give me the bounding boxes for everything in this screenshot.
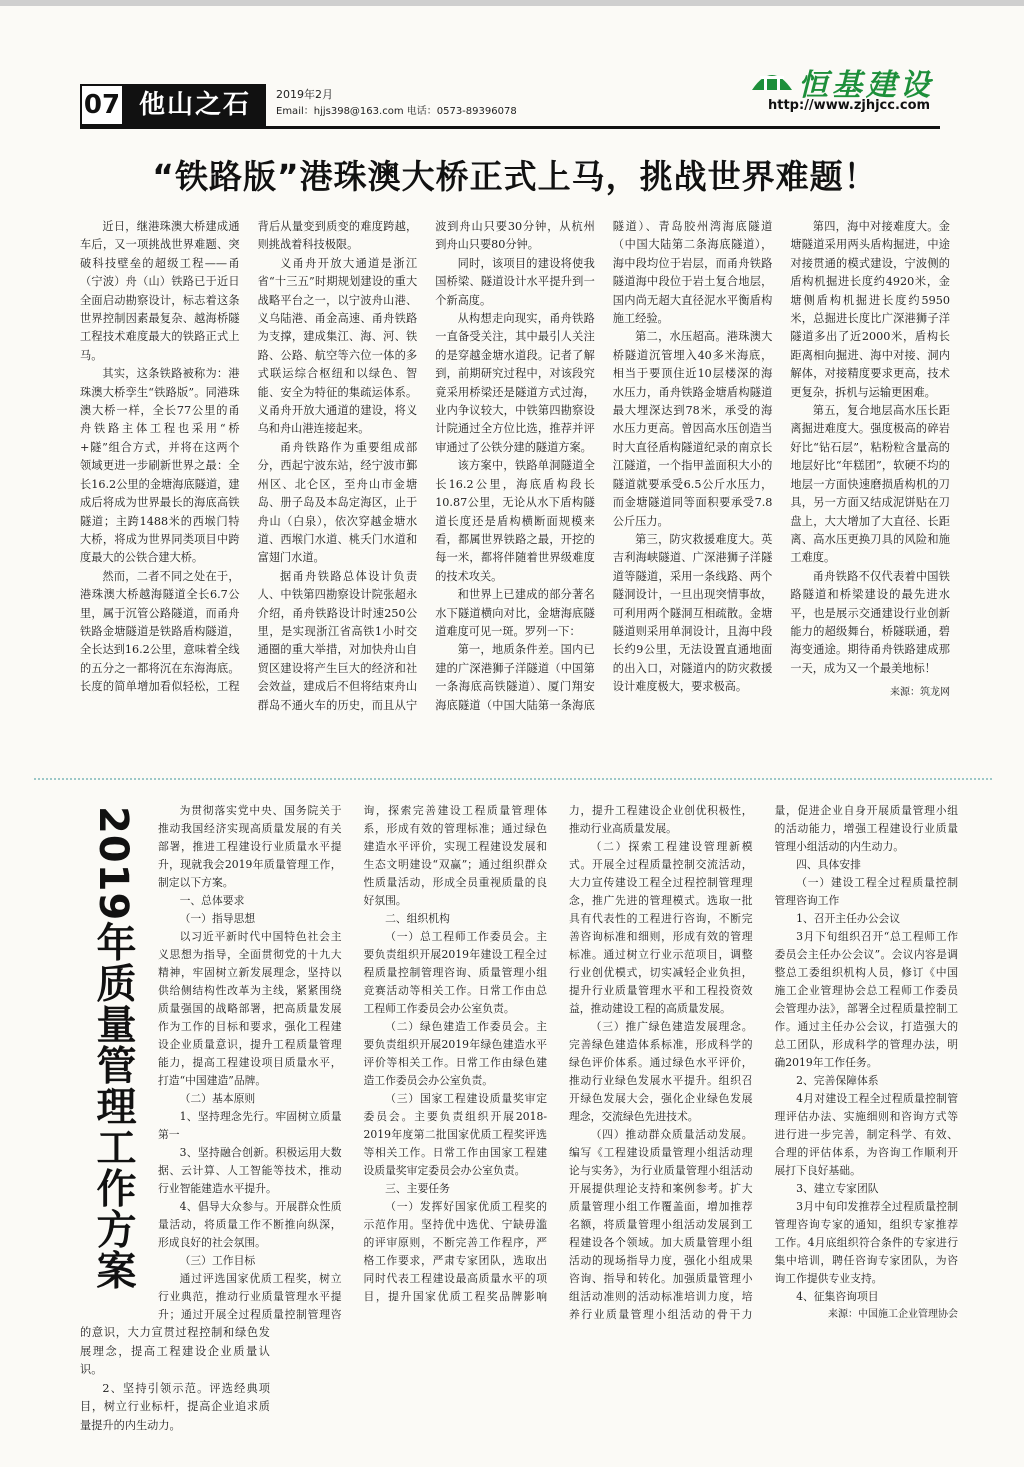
article1-paragraph: 该方案中，铁路单洞隧道全长16.2公里，海底盾构段长10.87公里，无论从水下盾构隧道长度还是盾构横断面规模来看，都属世界铁路之最，开挖的每一米，都将伴随着世界级难度的技术攻关。 [435,459,595,583]
article2-paragraph: 一、总体要求 [179,894,245,907]
article1-paragraph: 甬舟铁路不仅代表着中国铁路隧道和桥梁建设的最先进水平，也是展示交通建设行业创新能力的超级舞台，桥隧联通，碧海变通途。期待甬舟铁路建成那一天，成为又一个最美地标！ [790,569,950,675]
article2-paragraph: （一）建设工程全过程质量控制管理咨询工作 [774,876,958,907]
article2-paragraph: （二）基本原则 [179,1092,256,1105]
article2-paragraph: 3月下旬组织召开“总工程师工作委员会主任办公会议”。会议内容是调整总工委组织机构人员，修订《中国施工企业管理协会总工程师工作委员会管理办法》，部署全过程质量控制工作。通过主任办公会议，打造强大的总工团队，形成科学的管理办法，明确2019年工作任务。 [774,930,958,1069]
article2-paragraph: （二）绿色建造工作委员会。主要负责组织开展2019年绿色建造水平评价等相关工作。日常工作由绿色建造工作委员会办公室负责。 [363,1020,547,1087]
article2-paragraph: 3、坚持融合创新。积极运用大数据、云计算、人工智能等技术，推动行业智能建造水平提升。 [158,1146,342,1195]
article2-paragraph: （一）总工程师工作委员会。主要负责组织开展2019年建设工程全过程质量控制管理咨询、质量管理小组竞赛活动等相关工作。日常工作由总工程师工作委员会办公室负责。 [363,930,547,1015]
article2-paragraph: 3、建立专家团队 [796,1182,879,1195]
article1-paragraph: 其实，这条铁路被称为：港珠澳大桥孪生“铁路版”。同港珠澳大桥一样，全长77公里的甬舟铁路主体工程也采用“桥+隧”组合方式，并将在这两个领域更进一步刷新世界之最：全长16.2公里的金塘海底隧道，建成后将成为世界最长的海底高铁隧道；主跨1488米的西堠门特大桥，将成为世界同类项目中跨度最大的公铁合建大桥。 [80,367,240,565]
logo-mark-icon [750,64,794,94]
article2-paragraph: 1、坚持理念先行。牢固树立质量第一 [158,1110,342,1141]
article1-source: 来源：筑龙网 [889,687,950,699]
article2-paragraph: 4月对建设工程全过程质量控制管理评估办法、实施细则和咨询方式等进行进一步完善，制定科学、有效、合理的评估体系，为咨询工作顺利开展打下良好基础。 [774,1092,958,1177]
article1-paragraph: 甬舟铁路作为重要组成部分，西起宁波东站，经宁波市鄞州区、北仑区，至舟山市金塘岛、册子岛及本岛定海区，止于舟山（白泉），依次穿越金塘水道、西堠门水道、桃夭门水道和富翅门水道。 [257,440,418,565]
article2-paragraph: 的意识，大力宣贯过程控制和绿色发展理念，提高工程建设企业质量认识。 [80,1326,270,1377]
article1-paragraph: 第五，复合地层高水压长距离掘进难度大。强度极高的碎岩好比“钻石层”，粘粉粒含量高的地层好比“年糕团”，软硬不均的地层一方面快速磨损盾构机的刀具，另一方面又结成泥饼贴在刀盘上，大大增加了大直径、长距离、高水压更换刀具的风险和施工难度。 [790,404,950,565]
section-divider [34,778,992,780]
article2-paragraph: 三、主要任务 [385,1182,450,1195]
contact-info: Email：hjjs398@163.com 电话：0573-89396078 [276,106,517,117]
article2-paragraph: （三）国家工程建设质量奖审定委员会。主要负责组织开展2018-2019年度第二批国家优质工程奖评选等相关工作。日常工作由国家工程建设质量奖审定委员会办公室负责。 [363,1092,547,1177]
issue-date: 2019年2月 [276,88,333,101]
article2-body [158,802,958,1324]
article2-paragraph: （三）推广绿色建造发展理念。完善绿色建造体系标准，形成科学的绿色评价体系。通过绿色水平评价，推动行业绿色发展水平提升。组织召开绿色发展大会，强化企业绿色发展理念，交流绿色先进技术。 [569,1020,753,1123]
logo-url: http://www.zjhjcc.com [768,98,931,113]
article2-source: 来源：中国施工企业管理协会 [828,1309,958,1320]
column-name: 他山之石 [124,84,266,126]
article1-paragraph: 从构想走向现实，甬舟铁路一直备受关注，其中最引人关注的是穿越金塘水道段。记者了解到，前期研究过程中，对该段究竟采用桥梁还是隧道方式过海，业内争议较大，中铁第四勘察设计院通过全方位比选，推荐并评审通过了公铁分建的隧道方案。 [435,312,595,454]
article1-paragraph: 然而，二者不同之处在于，港珠澳大桥越海隧道全长6.7公里，属于沉管公路隧道，而甬舟铁路金塘隧道是铁路盾构隧道，全长达到16.2公里，意味着全线的五分之一都将沉在东海海底。长度的简单增加看似轻松，工程背后从量变到质变的难度跨越，则挑战着科技极限。 [80,220,418,694]
article1-paragraph: 第三，防灾救援难度大。英吉利海峡隧道、广深港狮子洋隧道等隧道，采用一条线路、两个隧洞设计，一旦出现突情事故，可利用两个隧洞互相疏散。金塘隧道则采用单洞设计，且海中段长约9公里，无法设置直通地面的出入口，对隧道内的防灾救援设计难度极大，要求极高。 [612,532,773,694]
article2-paragraph: 4、倡导大众参与。开展群众性质量活动，将质量工作不断推向纵深，形成良好的社会氛围。 [158,1200,342,1249]
article2-paragraph: 二、组织机构 [385,912,450,925]
article2-paragraph: （一）发挥好国家优质工程奖的示范作用。坚持优中选优、宁缺毋滥的评审原则，不断完善工作程序，严格工作要求，严肃专家团队，选取出同时代表工程建设最高质量水平的项目，提升国家优质工程奖品牌影响力，提升工程建设企业创优积极性，推动行业高质量发展。 [363,804,753,1303]
article1-paragraph: 和世界上已建成的部分著名水下隧道横向对比，金塘海底隧道难度可见一斑。罗列一下： [435,588,595,638]
article2-paragraph: （四）推动群众质量活动发展。编写《工程建设质量管理小组活动理论与实务》，为行业质量管理小组活动开展提供理论支持和案例参考。扩大质量管理小组工作覆盖面，增加推荐名额，将质量管理小组活动发展到工程建设各个领域。加大质量管理小组活动的现场指导力度，强化小组成果咨询、指导和转化。加强质量管理小组活动准则的活动标准培训力度，培养行业质量管理小组活动的骨干力量，促进企业自身开展质量管理小组的活动能力，增强工程建设行业质量管理小组活动的内生动力。 [569,804,958,1321]
article2-paragraph: 4、征集咨询项目 [796,1290,879,1303]
article1-headline: “铁路版”港珠澳大桥正式上马，挑战世界难题！ [152,157,878,196]
article2-paragraph: （三）工作目标 [179,1254,256,1267]
company-logo [750,60,950,116]
article1-paragraph: 近日，继港珠澳大桥建成通车后，又一项挑战世界难题、突破科技壁垒的超级工程——甬（宁波）舟（山）铁路已于近日全面启动勘察设计，标志着这条世界控制因素最复杂、越海桥隧工程技术难度最大的铁路正式上马。 [80,220,240,362]
article1-paragraph: 义甬舟开放大通道是浙江省“十三五”时期规划建设的重大战略平台之一，以宁波舟山港、义乌陆港、甬金高速、甬舟铁路为支撑，建成集江、海、河、铁路、公路、航空等六位一体的多式联运综合枢纽和以绿色、智能、安全为特征的集疏运体系。义甬舟开放大通道的建设，将义乌和舟山港连接起来。 [257,256,418,436]
article1-paragraph: 据甬舟铁路总体设计负责人、中铁第四勘察设计院张超永介绍，甬舟铁路设计时速250公里，是实现浙江省高铁1小时交通圈的重大举措，对加快舟山自贸区建设将产生巨大的经济和社会效益，建成后不但将结束舟山群岛不通火车的历史，而且从宁波到舟山只要30分钟，从杭州到舟山只要80分钟。 [257,220,595,712]
article2-paragraph: 四、具体安排 [796,858,861,871]
logo-name: 恒基建设 [798,68,934,103]
article2-title: 2019年质量管理工作方案 [90,806,136,1291]
article2-paragraph: 2、完善保障体系 [796,1074,879,1087]
article2-paragraph: 以习近平新时代中国特色社会主义思想为指导，全面贯彻党的十九大精神，牢固树立新发展理念，坚持以供给侧结构性改革为主线，紧紧围绕质量强国的战略部署，把高质量发展作为工作的目标和要求，强化工程建设企业质量意识，提升工程质量管理能力，提高工程建设项目质量水平，打造“中国建造”品牌。 [158,930,342,1087]
header-rule [80,126,940,129]
article2-paragraph: 1、召开主任办公会议 [796,912,901,925]
article2-paragraph: 通过评选国家优质工程奖，树立行业典范，推动行业质量管理水平提升；通过开展全过程质量控制管理咨询，探索完善建设工程质量管理体系，形成有效的管理标准；通过绿色建造水平评价，实现工程建设发展和生态文明建设“双赢”；通过组织群众性质量活动，形成全员重视质量的良好氛围。 [158,804,547,1321]
article1-paragraph: 第一，地质条件差。国内已建的广深港狮子洋隧道（中国第一条海底高铁隧道）、厦门翔安海底隧道（中国大陆第一条海底隧道）、青岛胶州湾海底隧道（中国大陆第二条海底隧道），海中段均位于岩层，而甬舟铁路隧道海中段位于岩土复合地层，国内尚无超大直径泥水平衡盾构施工经验。 [435,220,773,712]
page-number: 07 [80,84,124,126]
article2-paragraph: 3月中旬印发推荐全过程质量控制管理咨询专家的通知，组织专家推荐工作。4月底组织符合条件的专家进行集中培训，聘任咨询专家团队，为咨询工作提供专业支持。 [774,1200,958,1285]
article2-paragraph: （二）探索工程建设管理新模式。开展全过程质量控制交流活动，大力宣传建设工程全过程控制管理理念，推广先进的管理模式。选取一批具有代表性的工程进行咨询，不断完善咨询标准和细则，形成有效的管理标准。通过树立行业示范项目，调整行业创优模式，切实减轻企业负担，提升行业质量管理水平和工程投资效益，推动建设工程的高质量发展。 [569,840,753,1015]
article1-body [80,218,950,758]
article2-paragraph: 2、坚持引领示范。评选经典项目，树立行业标杆，提高企业追求质量提升的内生动力。 [80,1381,270,1432]
article1-paragraph: 第四，海中对接难度大。金塘隧道采用两头盾构掘进，中途对接贯通的模式建设，宁波侧的盾构机掘进长度约4920米，金塘侧盾构机掘进长度约5950米，总掘进长度比广深港狮子洋隧道多出了近2000米，盾构长距离相向掘进、海中对接、洞内解体，对接精度要求更高，技术更复杂，拆机与运输更困难。 [790,220,950,399]
article1-paragraph: 第二，水压超高。港珠澳大桥隧道沉管埋入40多米海底，相当于要顶住近10层楼深的海水压力，甬舟铁路金塘盾构隧道最大埋深达到78米，承受的海水压力更高。曾因高水压创造当时大直径盾构隧道纪录的南京长江隧道，一个指甲盖面积大小的隧道就要承受6.5公斤水压力，而金塘隧道同等面积要承受7.8公斤压力。 [612,330,773,528]
article2-paragraph: 为贯彻落实党中央、国务院关于推动我国经济实现高质量发展的有关部署，推进工程建设行业质量水平提升，现就我会2019年质量管理工作，制定以下方案。 [158,804,342,889]
article1-paragraph: 同时，该项目的建设将使我国桥梁、隧道设计水平提升到一个新高度。 [435,256,595,307]
article2-paragraph: （一）指导思想 [179,912,256,925]
article2-continuation [80,1324,270,1436]
